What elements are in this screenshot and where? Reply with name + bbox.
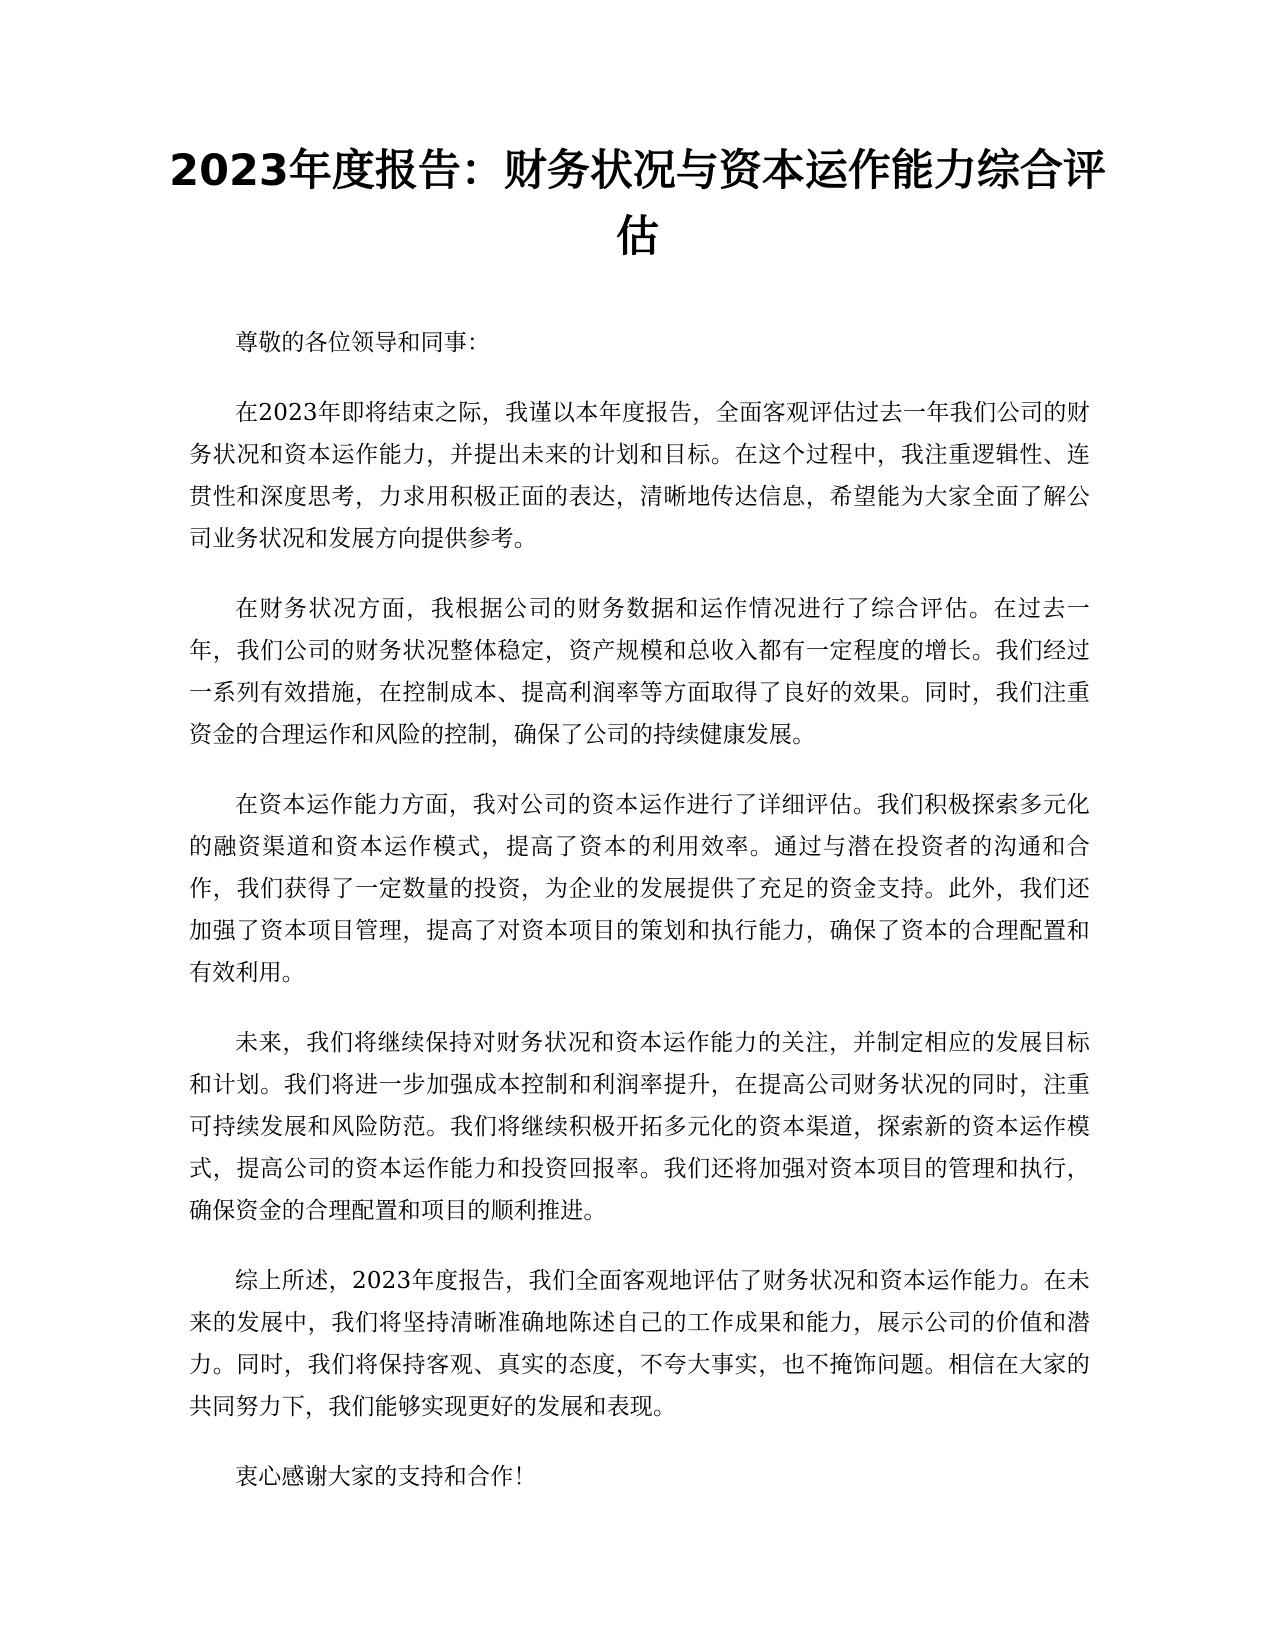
document-body [189, 322, 1090, 1526]
future-plan-paragraph: 未来，我们将继续保持对财务状况和资本运作能力的关注，并制定相应的发展目标和计划。我们将进一步加强成本控制和利润率提升，在提高公司财务状况的同时，注重可持续发展和风险防范。我们将继续积极开拓多元化的资本渠道，探索新的资本运作模式，提高公司的资本运作能力和投资回报率。我们还将加强对资本项目的管理和执行，确保资金的合理配置和项目的顺利推进。 [189, 1030, 1090, 1224]
greeting-paragraph: 尊敬的各位领导和同事： [235, 330, 491, 356]
document-title: 2023年度报告：财务状况与资本运作能力综合评估 [169, 146, 1106, 262]
financial-status-paragraph: 在财务状况方面，我根据公司的财务数据和运作情况进行了综合评估。在过去一年，我们公司的财务状况整体稳定，资产规模和总收入都有一定程度的增长。我们经过一系列有效措施，在控制成本、提高利润率等方面取得了良好的效果。同时，我们注重资金的合理运作和风险的控制，确保了公司的持续健康发展。 [189, 596, 1090, 748]
thanks-paragraph: 衷心感谢大家的支持和合作！ [235, 1464, 537, 1490]
summary-paragraph: 综上所述，2023年度报告，我们全面客观地评估了财务状况和资本运作能力。在未来的发展中，我们将坚持清晰准确地陈述自己的工作成果和能力，展示公司的价值和潜力。同时，我们将保持客观、真实的态度，不夸大事实，也不掩饰问题。相信在大家的共同努力下，我们能够实现更好的发展和表现。 [189, 1268, 1090, 1420]
intro-paragraph: 在2023年即将结束之际，我谨以本年度报告，全面客观评估过去一年我们公司的财务状况和资本运作能力，并提出未来的计划和目标。在这个过程中，我注重逻辑性、连贯性和深度思考，力求用积极正面的表达，清晰地传达信息，希望能为大家全面了解公司业务状况和发展方向提供参考。 [189, 400, 1090, 552]
capital-operation-paragraph: 在资本运作能力方面，我对公司的资本运作进行了详细评估。我们积极探索多元化的融资渠道和资本运作模式，提高了资本的利用效率。通过与潜在投资者的沟通和合作，我们获得了一定数量的投资，为企业的发展提供了充足的资金支持。此外，我们还加强了资本项目管理，提高了对资本项目的策划和执行能力，确保了资本的合理配置和有效利用。 [189, 792, 1090, 986]
